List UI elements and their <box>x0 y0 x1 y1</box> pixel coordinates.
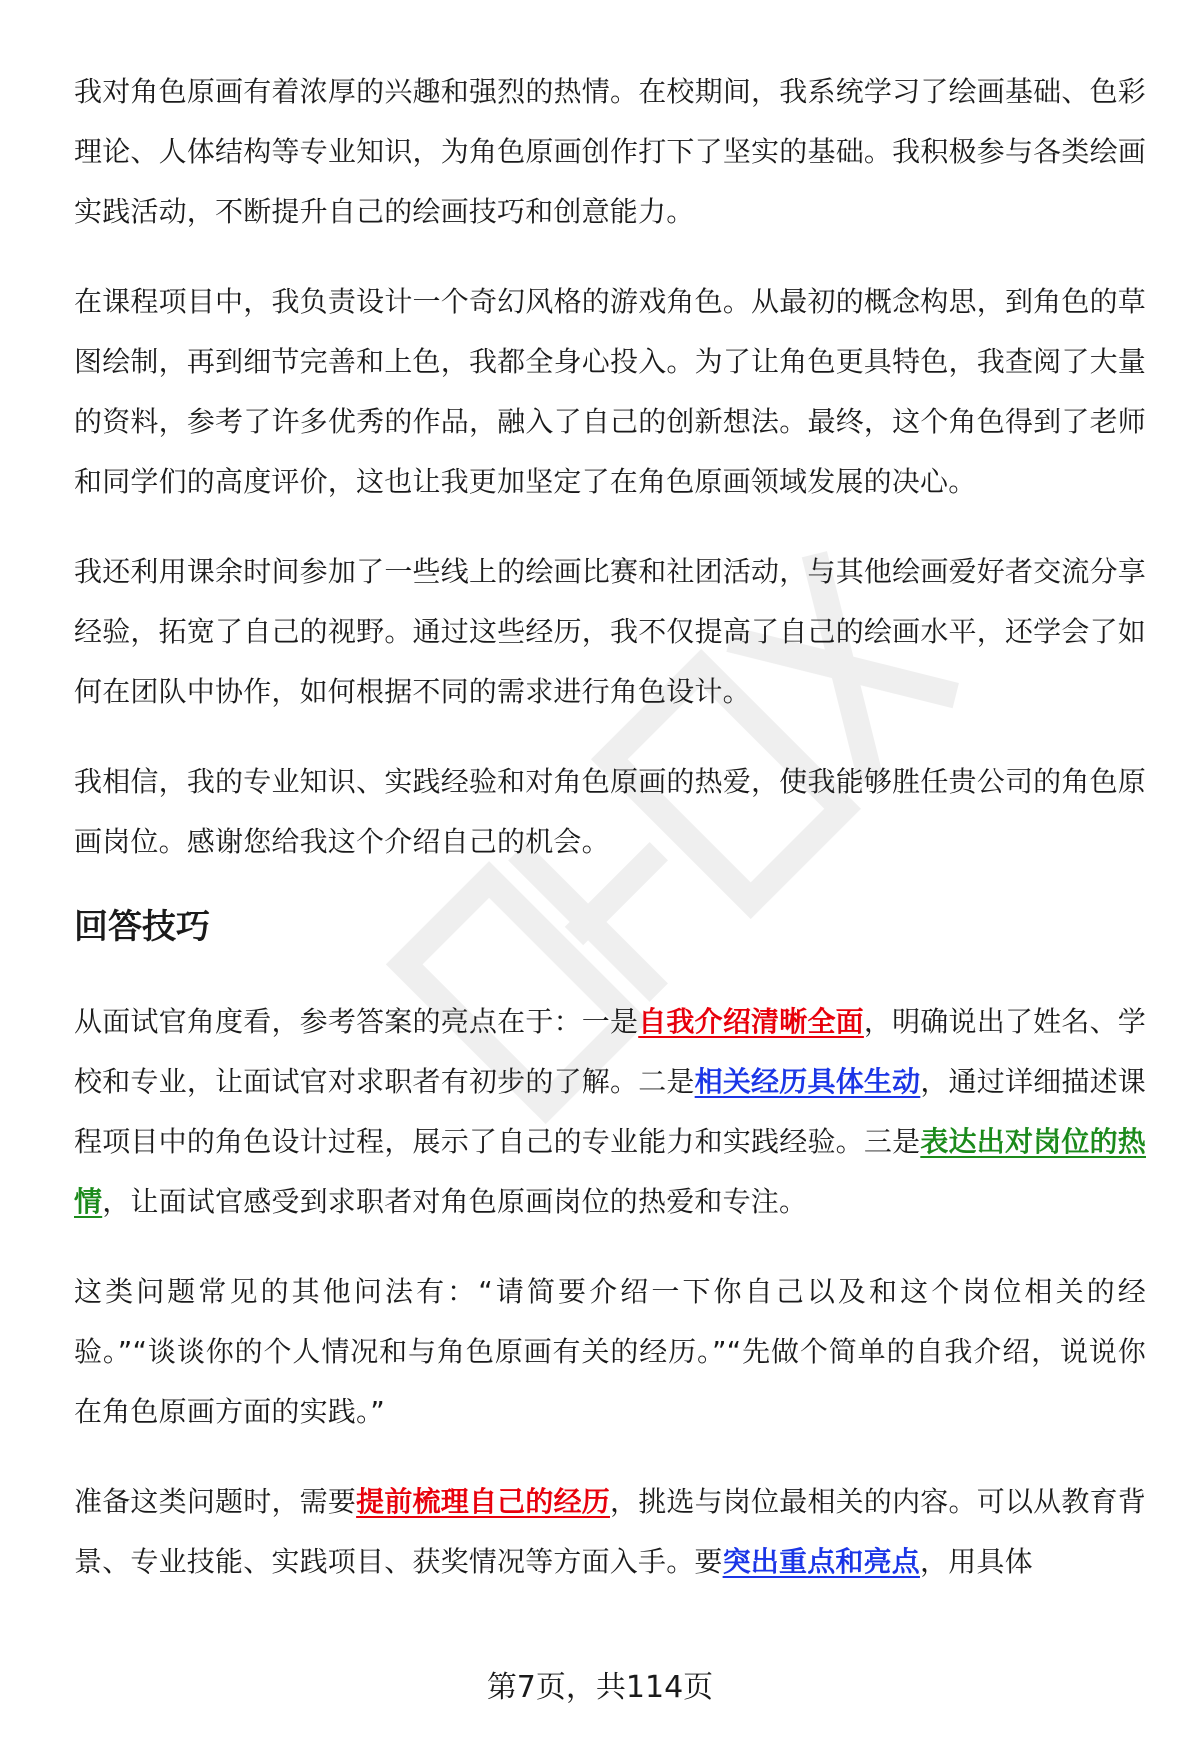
highlight-blue-phrase: 相关经历具体生动 <box>694 1065 921 1098</box>
tips-text: ，用具体 <box>920 1545 1033 1578</box>
tips-text: ，通过详细描述课程项目中的角色设计过程，展示了自己的专业能力和实践经验。三是 <box>74 1065 1147 1158</box>
intro-paragraph-3: 我还利用课余时间参加了一些线上的绘画比赛和社团活动，与其他绘画爱好者交流分享经验，拓宽了自己的视野。通过这些经历，我不仅提高了自己的绘画水平，还学会了如何在团队中协作，如何根据不同的需求进行角色设计。 <box>74 555 1146 708</box>
highlight-green-phrase: 表达出对岗位的热情 <box>74 1125 1146 1218</box>
intro-paragraph-4: 我相信，我的专业知识、实践经验和对角色原画的热爱，使我能够胜任贵公司的角色原画岗位。感谢您给我这个介绍自己的机会。 <box>74 765 1146 858</box>
tips-paragraph-3 <box>74 1472 1146 1592</box>
tips-text: ，挑选与岗位最相关的内容。可以从教育背景、专业技能、实践项目、获奖情况等方面入手。要 <box>74 1485 1146 1578</box>
tips-text: 从面试官角度看，参考答案的亮点在于：一是 <box>74 1005 639 1038</box>
highlight-blue-phrase: 突出重点和亮点 <box>722 1545 921 1578</box>
document-body <box>74 62 1146 1622</box>
tips-paragraph-1 <box>74 992 1146 1232</box>
page-number-footer: 第7页，共114页 <box>486 1670 714 1705</box>
tips-text: 准备这类问题时，需要 <box>74 1485 357 1518</box>
intro-paragraph-1: 我对角色原画有着浓厚的兴趣和强烈的热情。在校期间，我系统学习了绘画基础、色彩理论、人体结构等专业知识，为角色原画创作打下了坚实的基础。我积极参与各类绘画实践活动，不断提升自己的绘画技巧和创意能力。 <box>74 75 1146 228</box>
highlight-red-phrase: 自我介绍清晰全面 <box>638 1005 864 1038</box>
section-title: 回答技巧 <box>74 907 210 947</box>
intro-paragraph-2: 在课程项目中，我负责设计一个奇幻风格的游戏角色。从最初的概念构思，到角色的草图绘制，再到细节完善和上色，我都全身心投入。为了让角色更具特色，我查阅了大量的资料，参考了许多优秀的作品，融入了自己的创新想法。最终，这个角色得到了老师和同学们的高度评价，这也让我更加坚定了在角色原画领域发展的决心。 <box>74 285 1146 498</box>
tips-paragraph-2: 这类问题常见的其他问法有：“请简要介绍一下你自己以及和这个岗位相关的经验。”“谈谈你的个人情况和与角色原画有关的经历。”“先做个简单的自我介绍，说说你在角色原画方面的实践。” <box>74 1275 1146 1428</box>
highlight-red-phrase: 提前梳理自己的经历 <box>356 1485 610 1518</box>
tips-text: ，明确说出了姓名、学校和专业，让面试官对求职者有初步的了解。二是 <box>74 1005 1146 1098</box>
tips-text: ，让面试官感受到求职者对角色原画岗位的热爱和专注。 <box>102 1185 808 1218</box>
